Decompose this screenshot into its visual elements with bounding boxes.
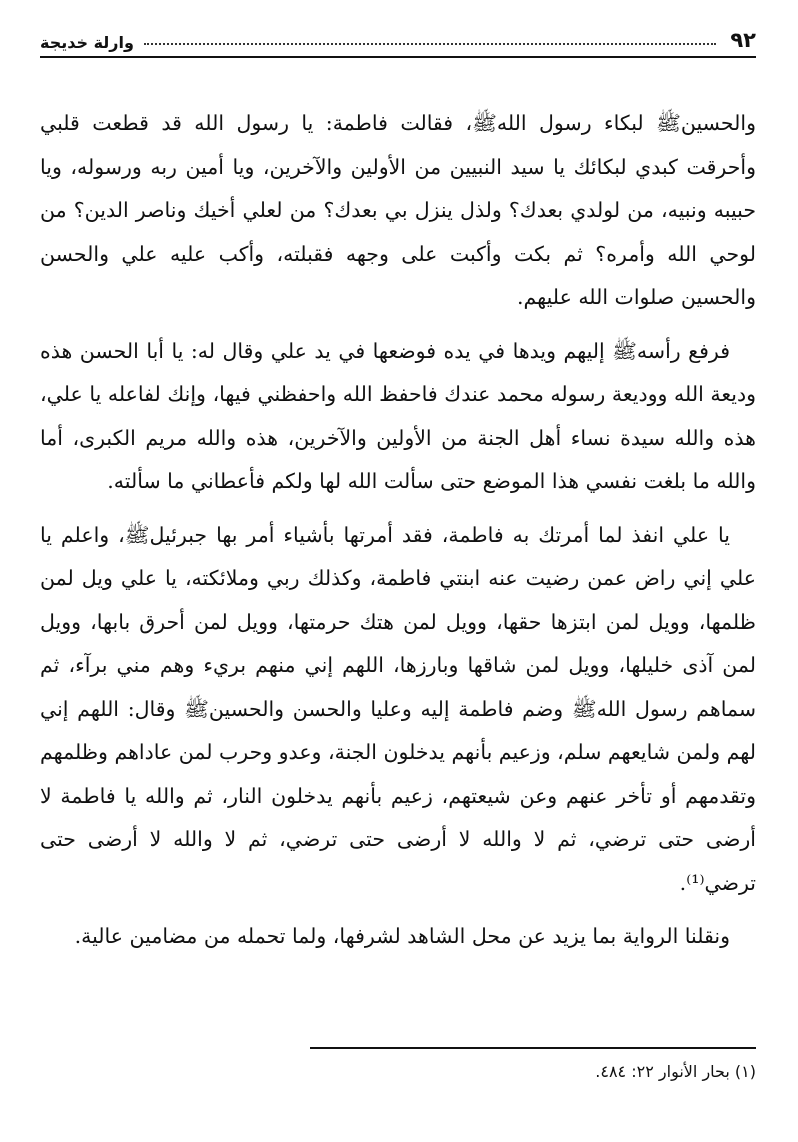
header-dot-leader [144, 43, 716, 45]
paragraph: ونقلنا الرواية بما يزيد عن محل الشاهد لشرفها، ولما تحمله من مضامين عالية. [74, 924, 730, 948]
body-text [40, 102, 756, 959]
paragraph: يا علي انفذ لما أمرتك به فاطمة، فقد أمرتها بأشياء أمر بها جبرئيلﷺ، واعلم يا علي إني راض عمن رضيت عنه ابنتي فاطمة، وكذلك ربي وملائكته، يا علي ويل لمن ظلمها، وويل لمن ابتزها حقها، وويل لمن هتك حرمتها، وويل لمن أحرق بابها، وويل لمن آذى خليلها، وويل لمن شاقها وبارزها، اللهم إني منهم بريء وهم مني برآء، ثم سماهم رسول اللهﷺ وضم فاطمة إليه وعليا والحسن والحسينﷺ وقال: اللهم إني لهم ولمن شايعهم سلم، وزعيم بأنهم يدخلون الجنة، وعدو وحرب لمن عاداهم وظلمهم وتقدمهم أو تأخر عنهم وعن شيعتهم، زعيم بأنهم يدخلون النار، ثم والله يا فاطمة لا أرضى حتى ترضي، ثم لا والله لا أرضى حتى ترضي، ثم لا والله لا أرضى حتى ترضي⁽¹⁾. [40, 522, 756, 895]
paragraph: فرفع رأسهﷺ إليهم ويدها في يده فوضعها في يد علي وقال له: يا أبا الحسن هذه وديعة الله ووديعة رسوله محمد عندك فاحفظ الله واحفظني فيها، وإنك لفاعله يا علي، هذه والله سيدة نساء أهل الجنة من الأولين والآخرين، هذه والله مريم الكبرى، أما والله ما بلغت نفسي هذا الموضع حتى سألت الله لها ولكم فأعطاني ما سألته. [40, 338, 756, 493]
footnote: (١) بحار الأنوار ٢٢: ٤٨٤. [595, 1062, 756, 1081]
running-header-title: وارلة خديجة [40, 33, 134, 52]
paragraph: والحسينﷺ لبكاء رسول اللهﷺ، فقالت فاطمة: يا رسول الله قد قطعت قلبي وأحرقت كبدي لبكائك يا سيد النبيين من الأولين والآخرين، ويا أمين ربه ورسوله، ويا حبيبه ونبيه، من لولدي بعدك؟ ولذل ينزل بي بعدك؟ من لعلي أخيك وناصر الدين؟ من لوحي الله وأمره؟ ثم بكت وأكبت على وجهه فقبلته، وأكب عليه علي والحسن والحسين صلوات الله عليهم. [40, 111, 756, 309]
book-page [40, 22, 756, 1122]
page-number: ٩٢ [730, 28, 756, 52]
running-header [40, 22, 756, 58]
footnote-divider [310, 1047, 756, 1049]
